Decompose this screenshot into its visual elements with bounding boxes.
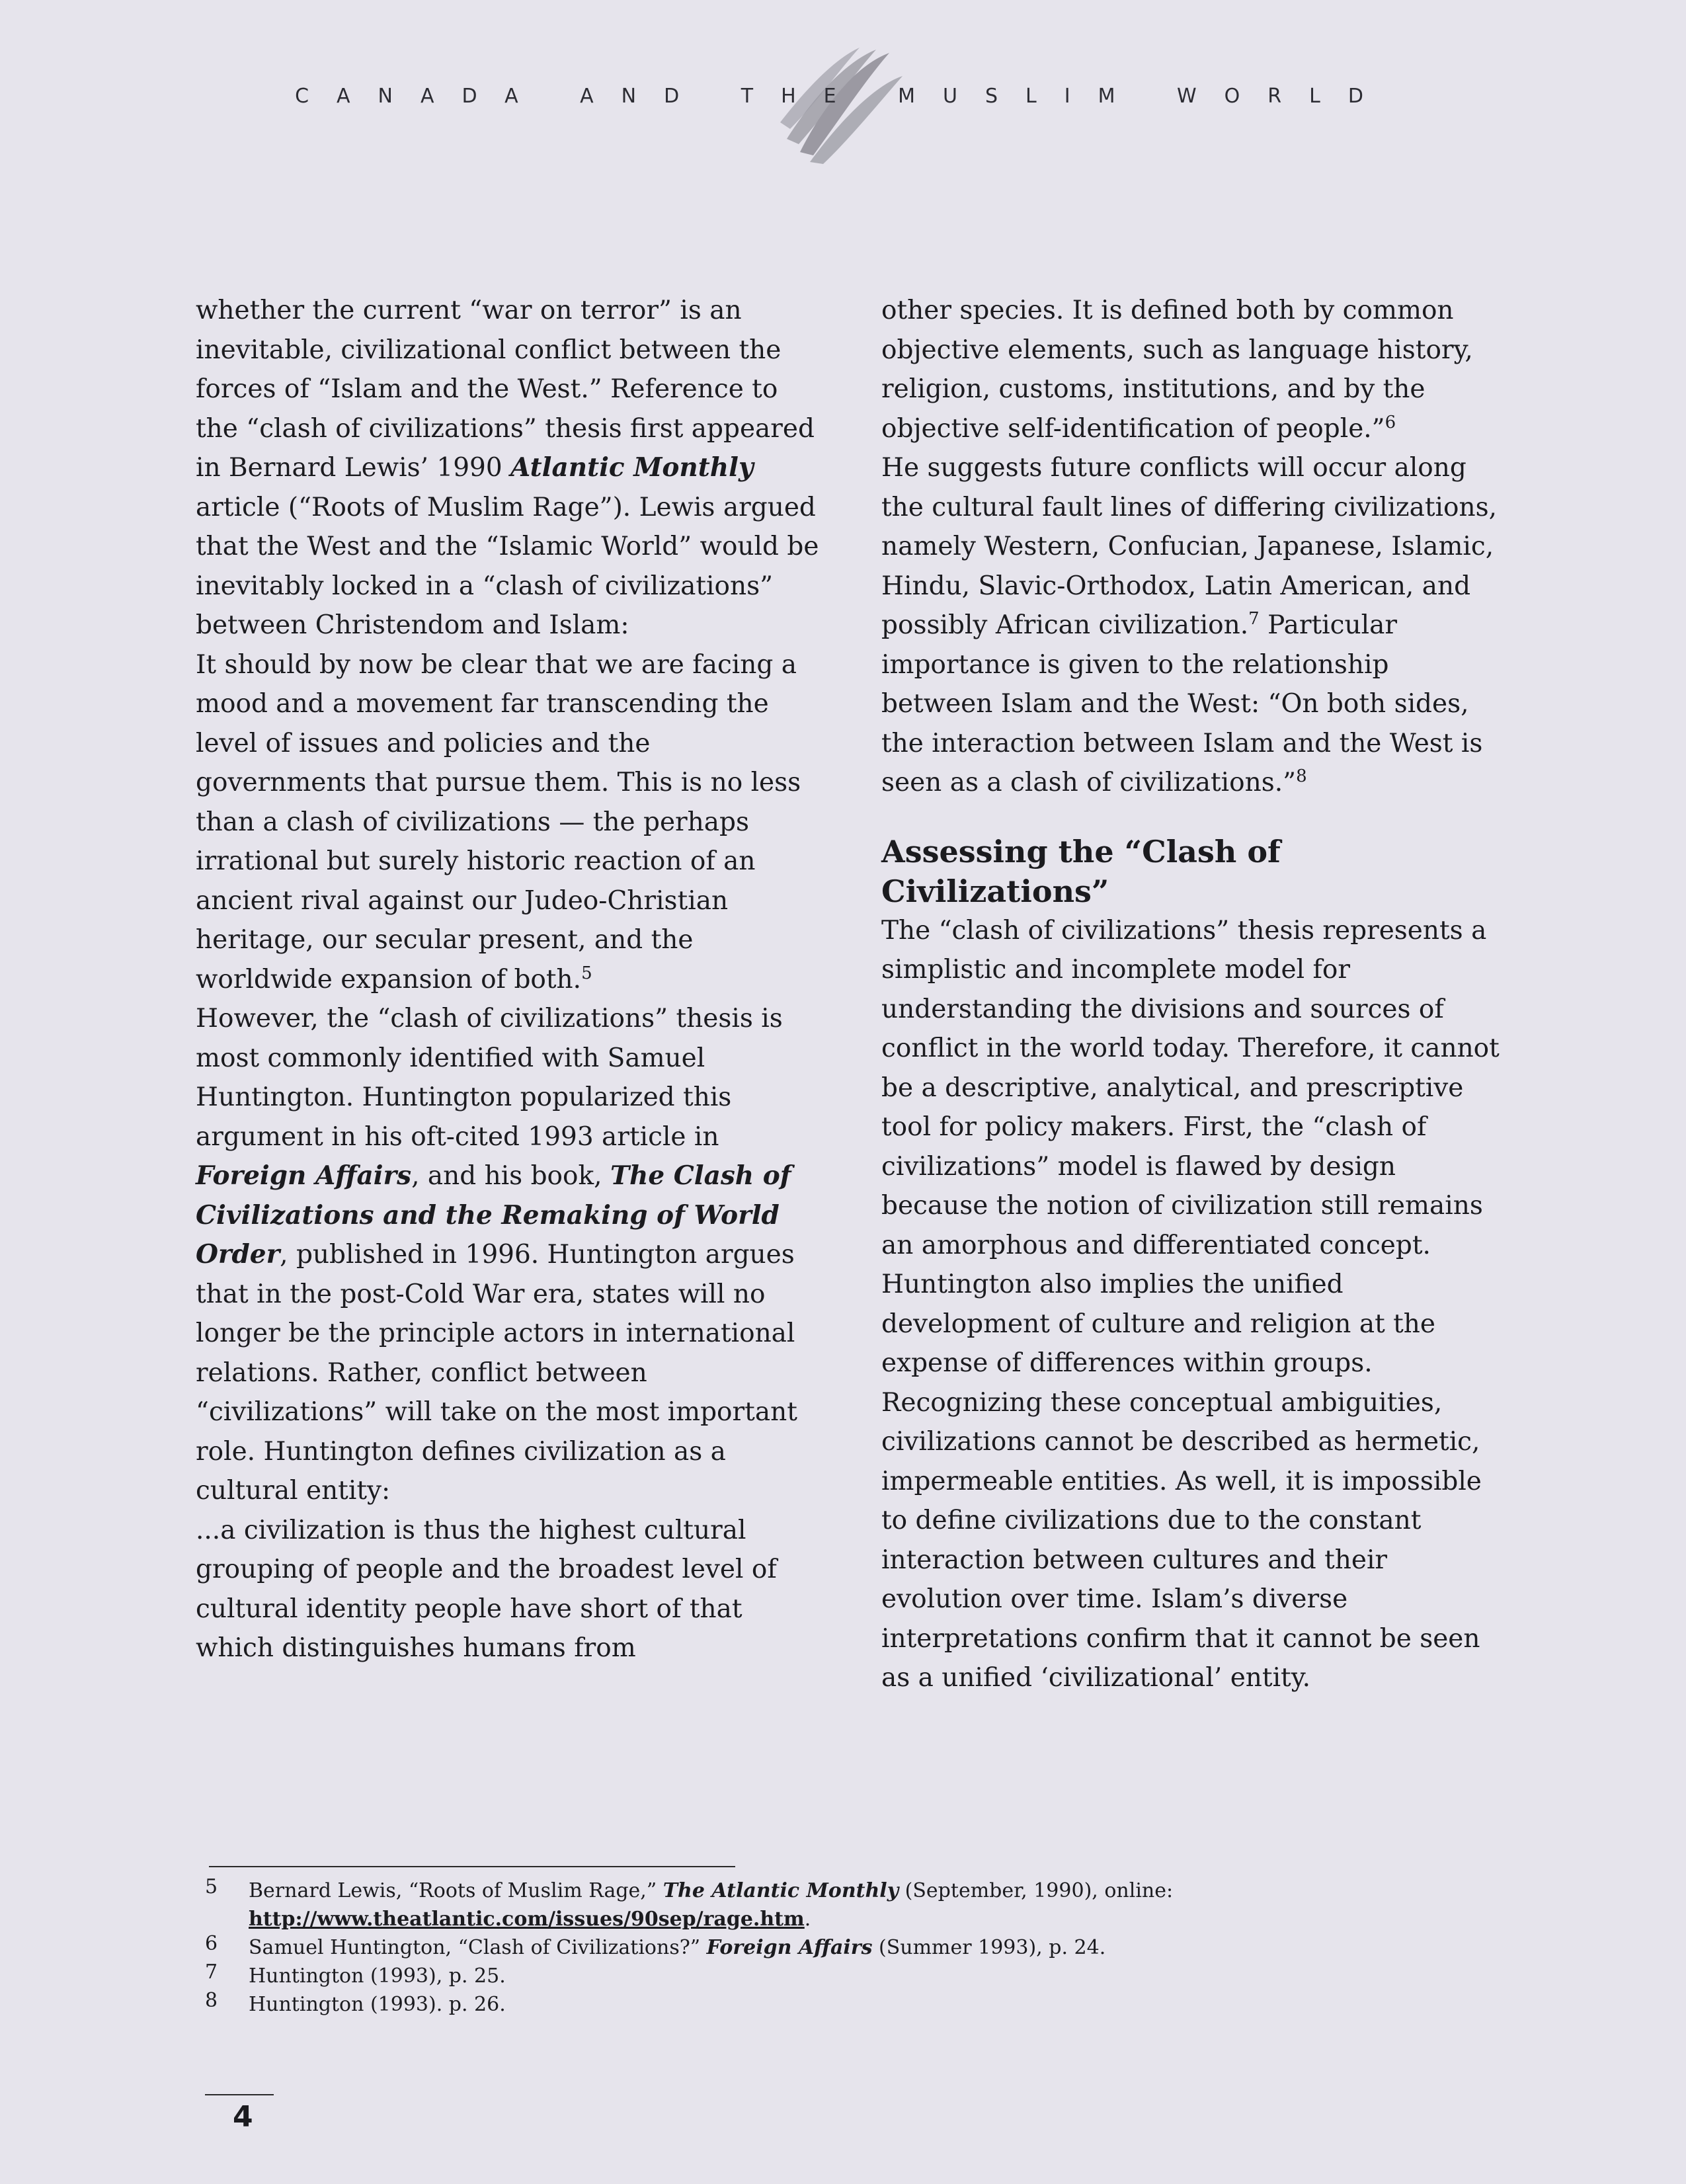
- page-number: 4: [233, 2100, 253, 2134]
- footnote-text: [249, 1933, 1329, 1962]
- paragraph-text: He suggests future conflicts will occur along the cultural fault lines of differing civilizations, namely Western, Confucian, Japanese, Islamic, Hindu, Slavic-Orthodox, Latin American, and possibly African civilization.: [881, 453, 1498, 640]
- paragraph-text: , and his book,: [411, 1161, 610, 1191]
- footnote-text-part: (September, 1990), online:: [899, 1879, 1174, 1902]
- footnote-link[interactable]: http://www.theatlantic.com/issues/90sep/rage.htm: [249, 1908, 805, 1931]
- footnote-divider: [209, 1866, 735, 1867]
- footnote: [205, 1877, 1329, 1933]
- running-header: CANADA AND THE MUSLIM WORLD: [295, 85, 1391, 108]
- footnote-text: [249, 1877, 1329, 1933]
- footnote: [205, 1933, 1329, 1962]
- footnote-number: 6: [205, 1932, 218, 1955]
- footnote-number: 8: [205, 1989, 218, 2012]
- footnote-ref[interactable]: 7: [1248, 609, 1260, 629]
- block-quote: [196, 645, 824, 1000]
- body-paragraph: [881, 911, 1506, 1698]
- quote-text: other species. It is defined both by common objective elements, such as language history, religion, customs, institutions, and by the objective self-identification of people.”: [881, 296, 1473, 444]
- footnote-ref[interactable]: 6: [1385, 412, 1396, 432]
- footnotes: [205, 1877, 1329, 2019]
- block-quote-continued: [881, 291, 1506, 448]
- paragraph-text: , published in 1996. Huntington argues that in the post-Cold War era, states will no longer be the principle actors in international relations. Rather, conflict between “civilizations” will take on the most important role. Huntington defines civilization as a cultural entity:: [196, 1240, 797, 1506]
- page-number-rule: [205, 2094, 274, 2095]
- publication-title: Foreign Affairs: [196, 1160, 412, 1191]
- footnote-number: 5: [205, 1875, 218, 1898]
- footnote-text: Huntington (1993), p. 25.: [249, 1964, 506, 1988]
- body-paragraph: [196, 999, 824, 1511]
- paragraph-text: whether the current “war on terror” is an inevitable, civilizational conflict between the forces of “Islam and the West.” Reference to the “clash of civilizations” thesis first appeared in Bernard Lewis’ 1990: [196, 296, 815, 483]
- publication-title: Atlantic Monthly: [510, 452, 754, 483]
- right-column: [881, 291, 1506, 1698]
- footnote-ref[interactable]: 8: [1296, 766, 1307, 786]
- quote-text: ...a civilization is thus the highest cultural grouping of people and the broadest level of cultural identity people have short of that which distinguishes humans from: [196, 1515, 777, 1663]
- body-paragraph: [881, 448, 1506, 803]
- footnote-text-part: .: [804, 1908, 811, 1931]
- publication-title: The Atlantic Monthly: [662, 1879, 899, 1902]
- footnote-text-part: Samuel Huntington, “Clash of Civilizations?”: [249, 1936, 707, 1959]
- footnote-text: Huntington (1993). p. 26.: [249, 1993, 506, 2016]
- publication-title: Foreign Affairs: [706, 1936, 873, 1959]
- book-title: The Clash of Civilizations and the Remaking of World Order: [196, 1160, 791, 1270]
- footnote-text-part: Bernard Lewis, “Roots of Muslim Rage,”: [249, 1879, 663, 1902]
- block-quote: [196, 1511, 824, 1668]
- footnote: [205, 1962, 1329, 1990]
- paragraph-text: The “clash of civilizations” thesis represents a simplistic and incomplete model for understanding the divisions and sources of conflict in the world today. Therefore, it cannot be a descriptive, analytical, and prescriptive tool for policy makers. First, the “clash of civilizations” model is flawed by design because the notion of civilization still remains an amorphous and differentiated concept. Huntington also implies the unified development of culture and religion at the expense of differences within groups. Recognizing these conceptual ambiguities, civilizations cannot be described as hermetic, impermeable entities. As well, it is impossible to define civilizations due to the constant interaction between cultures and their evolution over time. Islam’s diverse interpretations confirm that it cannot be seen as a unified ‘civilizational’ entity.: [881, 915, 1500, 1693]
- paragraph-text: Particular importance is given to the relationship between Islam and the West: “On both sides, the interaction between Islam and the West is seen as a clash of civilizations.”: [881, 610, 1483, 797]
- quote-text: It should by now be clear that we are facing a mood and a movement far transcending the level of issues and policies and the governments that pursue them. This is no less than a clash of civilizations — the perhaps irrational but surely historic reaction of an ancient rival against our Judeo-Christian heritage, our secular present, and the worldwide expansion of both.: [196, 649, 801, 994]
- left-column: [196, 291, 824, 1668]
- footnote-text-part: (Summer 1993), p. 24.: [872, 1936, 1106, 1959]
- section-heading: Assessing the “Clash of Civilizations”: [881, 833, 1281, 909]
- footnote-number: 7: [205, 1961, 218, 1984]
- body-paragraph: [196, 291, 824, 645]
- paragraph-text: However, the “clash of civilizations” thesis is most commonly identified with Samuel Huntington. Huntington popularized this argument in his oft-cited 1993 article in: [196, 1004, 783, 1152]
- footnote-ref[interactable]: 5: [581, 963, 592, 983]
- paragraph-text: article (“Roots of Muslim Rage”). Lewis argued that the West and the “Islamic World” would be inevitably locked in a “clash of civilizations” between Christendom and Islam:: [196, 492, 819, 640]
- footnote: [205, 1990, 1329, 2019]
